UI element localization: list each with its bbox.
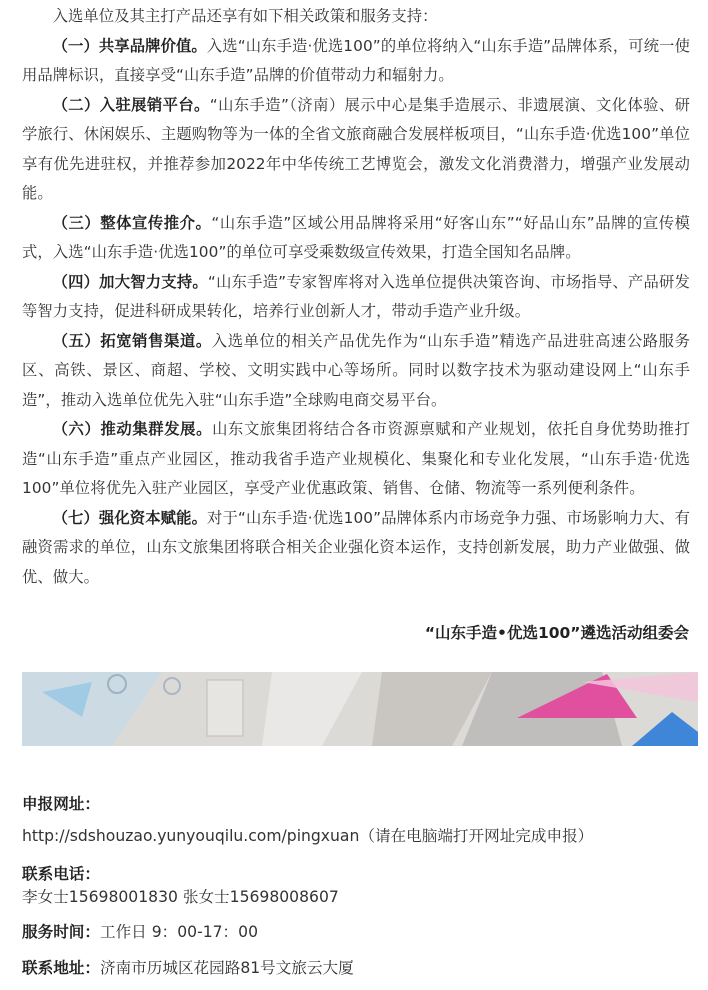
section-4-body: “山东手造”专家智库将对入选单位提供决策咨询、市场指导、产品研发等智力支持，促进科研成果转化，培养行业创新人才，带动手造产业升级。	[22, 272, 690, 320]
section-7-body: 对于“山东手造·优选100”品牌体系内市场竞争力强、市场影响力大、有融资需求的单位，山东文旅集团将联合相关企业强化资本运作，支持创新发展，助力产业做强、做优、做大。	[22, 508, 690, 586]
phone-numbers: 李女士15698001830 张女士15698008607	[22, 888, 339, 906]
hours-label: 服务时间：	[22, 923, 100, 941]
section-6	[22, 415, 690, 504]
address-label: 联系地址：	[22, 959, 100, 977]
banner-graphic	[22, 672, 698, 746]
address-row	[22, 956, 354, 978]
section-6-body: 山东文旅集团将结合各市资源禀赋和产业规划，依托自身优势助推打造“山东手造”重点产业园区，推动我省手造产业规模化、集聚化和专业化发展，“山东手造·优选100”单位将优先入驻产业园区，享受产业优惠政策、销售、仓储、物流等一系列便利条件。	[22, 420, 690, 497]
section-1-heading: （一）共享品牌价值。	[52, 36, 207, 55]
decorative-banner	[22, 672, 698, 746]
section-2-heading: （二）入驻展销平台。	[52, 95, 210, 114]
service-hours: 工作日 9：00-17：00	[99, 923, 258, 941]
section-7	[22, 504, 690, 593]
section-2	[22, 91, 690, 209]
section-3-heading: （三）整体宣传推介。	[52, 213, 212, 232]
section-6-heading: （六）推动集群发展。	[52, 420, 213, 438]
section-5-heading: （五）拓宽销售渠道。	[52, 331, 212, 350]
section-1	[22, 32, 690, 91]
intro-paragraph: 入选单位及其主打产品还享有如下相关政策和服务支持：	[52, 7, 438, 25]
section-5-body: 入选单位的相关产品优先作为“山东手造”精选产品进驻高速公路服务区、高铁、景区、商超、学校、文明实践中心等场所。同时以数字技术为驱动建设网上“山东手造”，推动入选单位优先入驻“山东手造”全球购电商交易平台。	[22, 331, 690, 409]
section-4-heading: （四）加大智力支持。	[52, 272, 208, 291]
section-3	[22, 209, 690, 268]
phone-label: 联系电话：	[22, 865, 100, 883]
article-body	[22, 0, 690, 592]
section-3-body: “山东手造”区域公用品牌将采用“好客山东”“好品山东”品牌的宣传模式，入选“山东手造·优选100”的单位可享受乘数级宣传效果，打造全国知名品牌。	[22, 213, 690, 261]
organizer-signature: “山东手造•优选100”遴选活动组委会	[424, 624, 689, 642]
address: 济南市历城区花园路81号文旅云大厦	[99, 959, 354, 977]
section-4	[22, 268, 690, 327]
section-7-heading: （七）强化资本赋能。	[52, 508, 208, 527]
section-1-body: 入选“山东手造·优选100”的单位将纳入“山东手造”品牌体系，可统一使用品牌标识，直接享受“山东手造”品牌的价值带动力和辐射力。	[22, 36, 690, 84]
application-url[interactable]: http://sdshouzao.yunyouqilu.com/pingxuan（请在电脑端打开网址完成申报）	[22, 827, 594, 845]
url-label: 申报网址：	[22, 795, 100, 813]
section-5	[22, 327, 690, 416]
banner-vase-shape	[207, 680, 243, 736]
section-2-body: “山东手造”（济南）展示中心是集手造展示、非遗展演、文化体验、研学旅行、休闲娱乐、主题购物等为一体的全省文旅商融合发展样板项目，“山东手造·优选100”单位享有优先进驻权，并推荐参加2022年中华传统工艺博览会，激发文化消费潜力，增强产业发展动能。	[22, 95, 690, 202]
service-hours-row	[22, 920, 258, 942]
